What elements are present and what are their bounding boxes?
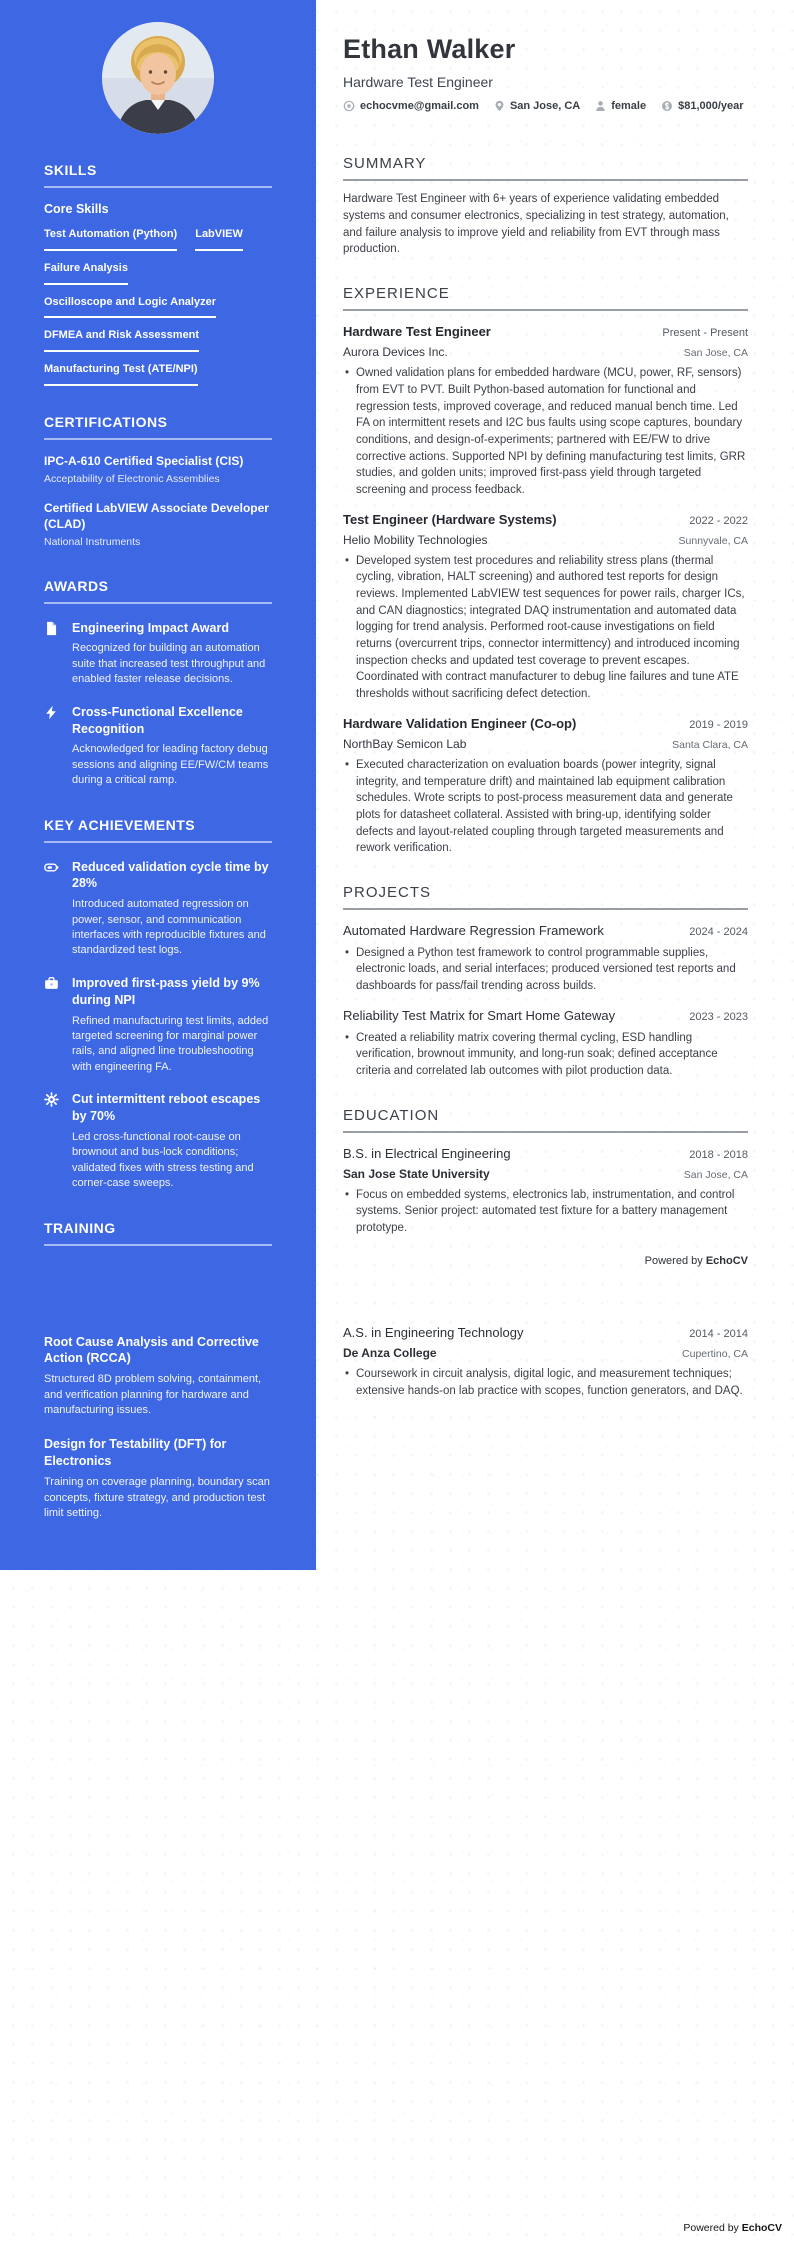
contact-location-text: San Jose, CA	[509, 100, 581, 113]
school-location: San Jose, CA	[683, 1168, 748, 1181]
powered-by-text: Powered by	[683, 2222, 739, 2234]
lightning-icon	[44, 704, 60, 789]
school-location: Cupertino, CA	[682, 1347, 748, 1360]
avatar	[102, 22, 214, 134]
main-column	[316, 0, 794, 1399]
experience-divider	[343, 309, 748, 311]
school-name: San Jose State University	[343, 1166, 490, 1181]
training-section	[44, 1220, 272, 1522]
degree-title: B.S. in Electrical Engineering	[343, 1145, 511, 1161]
award-body	[72, 704, 272, 789]
certification-subtitle: National Instruments	[44, 535, 141, 548]
projects-heading: PROJECTS	[343, 883, 432, 901]
achievement-body	[72, 975, 272, 1075]
training-description: Training on coverage planning, boundary scan concepts, fixture strategy, and production test limit setting.	[44, 1476, 270, 1519]
at-icon	[343, 100, 355, 112]
person-title: Hardware Test Engineer	[343, 74, 493, 91]
project-title: Automated Hardware Regression Framework	[343, 922, 604, 938]
skills-list	[44, 228, 272, 386]
powered-by-page1	[343, 1255, 748, 1267]
contact-location	[494, 100, 580, 112]
achievement-item	[44, 859, 272, 959]
battery-icon	[44, 859, 60, 959]
summary-section	[343, 155, 748, 258]
achievement-description: Introduced automated regression on power, sensor, and communication interfaces with reproducible fixtures and standardized test logs.	[72, 898, 266, 957]
skills-group-label: Core Skills	[44, 202, 109, 216]
skill-item: LabVIEW	[195, 228, 243, 251]
job-title: Hardware Test Engineer	[343, 324, 491, 340]
skill-item: Manufacturing Test (ATE/NPI)	[44, 363, 198, 386]
job-company: Helio Mobility Technologies	[343, 532, 488, 547]
awards-section	[44, 578, 272, 789]
training-description: Structured 8D problem solving, containment, and verification planning for hardware and manufacturing issues.	[44, 1373, 262, 1417]
achievement-body	[72, 1091, 272, 1191]
document-icon	[44, 620, 60, 688]
contact-gender-text: female	[611, 100, 647, 113]
school-name: De Anza College	[343, 1345, 437, 1360]
experience-heading: EXPERIENCE	[343, 285, 450, 303]
job-location: Santa Clara, CA	[672, 738, 748, 751]
projects-section	[343, 884, 748, 1080]
job-location: Sunnyvale, CA	[678, 534, 748, 547]
project-bullet: • Designed a Python test framework to control programmable supplies, electronic loads, and serial interfaces; produced versioned test reports and dashboards for pass/fail trending across builds.	[343, 945, 748, 995]
location-pin-icon	[494, 100, 505, 112]
profile-photo	[102, 22, 214, 134]
brand-name: EchoCV	[741, 2222, 782, 2234]
certification-subtitle: Acceptability of Electronic Assemblies	[44, 472, 220, 485]
project-bullet: • Created a reliability matrix covering thermal cycling, ESD handling verification, brownout immunity, and long-run soak; defined acceptance criteria and correlated lab outcomes with pilot production data.	[343, 1030, 748, 1080]
achievements-section	[44, 817, 272, 1192]
education-section	[343, 1107, 748, 1400]
awards-heading: AWARDS	[44, 577, 109, 594]
contact-row	[343, 100, 748, 112]
certification-item	[44, 500, 272, 550]
project-item	[343, 923, 748, 995]
award-title: Engineering Impact Award	[72, 620, 229, 635]
award-body	[72, 620, 272, 688]
summary-heading: SUMMARY	[343, 155, 427, 173]
award-item	[44, 704, 272, 789]
education-heading: EDUCATION	[343, 1106, 440, 1124]
achievements-divider	[44, 841, 272, 843]
achievements-heading: KEY ACHIEVEMENTS	[44, 816, 196, 833]
experience-section	[343, 285, 748, 857]
training-heading: TRAINING	[44, 1219, 116, 1236]
achievement-body	[72, 859, 272, 959]
achievement-title: Improved first-pass yield by 9% during NPI	[72, 975, 260, 1007]
job-company: NorthBay Semicon Lab	[343, 736, 467, 751]
job-dates: 2022 - 2022	[689, 514, 748, 527]
job-bullet: • Owned validation plans for embedded hardware (MCU, power, RF, sensors) from EVT to PVT. Built Python-based automation for functional and regression tests, improved coverage, and reduced manual bench time. Led FA on intermittent resets and I2C bus faults using scope captures, boundary conditions, and design-of-experiments; partnered with EE/FW to drive corrective actions. Supported NPI by defining manufacturing test limits, GRR studies, and golden units; improved first-pass yield through targeted screening and process feedback.	[343, 365, 748, 498]
certifications-divider	[44, 438, 272, 440]
gear-icon	[44, 1091, 60, 1191]
job-bullet: • Developed system test procedures and reliability stress plans (thermal cycling, vibration, HALT screening) and authored test reports for design reviews. Implemented LabVIEW test sequences for power rails, charger ICs, and CAN diagnostics; integrated DAQ instrumentation and automated data logging for trend analysis. Performed root-cause investigations on field returns (overcurrent trips, connector intermittency) and introduced incoming inspection checks and updated test coverage to prevent escapes. Coordinated with contract manufacturer to debug line failures and tune ATE thresholds without sacrificing defect detection.	[343, 553, 748, 703]
achievement-description: Refined manufacturing test limits, added targeted screening for marginal power rails, and aligned line troubleshooting with engineering FA.	[72, 1014, 269, 1073]
awards-divider	[44, 602, 272, 604]
certifications-heading: CERTIFICATIONS	[44, 413, 168, 430]
award-title: Cross-Functional Excellence Recognition	[72, 704, 243, 736]
degree-dates: 2014 - 2014	[689, 1327, 748, 1340]
contact-gender	[595, 100, 646, 112]
job-title: Test Engineer (Hardware Systems)	[343, 511, 557, 527]
contact-email	[343, 100, 479, 112]
project-title: Reliability Test Matrix for Smart Home Gateway	[343, 1007, 616, 1023]
person-name: Ethan Walker	[343, 34, 516, 64]
job-bullet: • Executed characterization on evaluation boards (power integrity, signal integrity, and temperature drift) and maintained lab equipment calibration schedules. Wrote scripts to post-process measurement data and generate plots for datasheet collateral. Assisted with bring-up, identifying solder defects and layout-related coupling through targeted measurements and rework verification.	[343, 757, 748, 857]
certifications-section	[44, 414, 272, 550]
sidebar	[0, 0, 316, 1570]
award-item	[44, 620, 272, 688]
skill-item: DFMEA and Risk Assessment	[44, 329, 199, 352]
training-divider	[44, 1244, 272, 1246]
powered-by-page2	[683, 2222, 782, 2234]
certification-item	[44, 453, 272, 487]
skill-item: Oscilloscope and Logic Analyzer	[44, 296, 216, 319]
achievement-item	[44, 1091, 272, 1191]
education-bullet: • Focus on embedded systems, electronics lab, instrumentation, and control systems. Senior project: automated test fixture for a battery management prototype.	[343, 1187, 748, 1237]
project-dates: 2023 - 2023	[689, 1010, 748, 1023]
education-divider	[343, 1131, 748, 1133]
summary-divider	[343, 179, 748, 181]
job-title: Hardware Validation Engineer (Co-op)	[343, 715, 577, 731]
achievement-title: Reduced validation cycle time by 28%	[72, 859, 269, 891]
powered-by-text: Powered by	[644, 1254, 703, 1267]
award-description: Acknowledged for leading factory debug sessions and aligning EE/FW/CM teams during a critical ramp.	[72, 743, 269, 787]
training-item	[44, 1436, 272, 1521]
certification-title: Certified LabVIEW Associate Developer (CLAD)	[44, 500, 269, 531]
projects-divider	[343, 908, 748, 910]
skills-divider	[44, 186, 272, 188]
skill-item: Test Automation (Python)	[44, 228, 177, 251]
brand-name: EchoCV	[705, 1254, 748, 1267]
education-item	[343, 1146, 748, 1237]
dollar-icon	[661, 100, 673, 112]
experience-item	[343, 324, 748, 498]
job-dates: 2019 - 2019	[689, 718, 748, 731]
contact-email-text: echocvme@gmail.com	[360, 100, 479, 113]
degree-title: A.S. in Engineering Technology	[343, 1324, 524, 1340]
job-location: San Jose, CA	[683, 347, 748, 360]
experience-item	[343, 716, 748, 857]
education-bullet: • Coursework in circuit analysis, digital logic, and measurement techniques; extensive hands-on lab practice with scopes, function generators, and DAQ.	[343, 1366, 748, 1399]
certification-title: IPC-A-610 Certified Specialist (CIS)	[44, 453, 244, 468]
degree-dates: 2018 - 2018	[689, 1148, 748, 1161]
skills-section	[44, 162, 272, 386]
achievement-description: Led cross-functional root-cause on brownout and bus-lock conditions; validated fixes with stress testing and corner-case sweeps.	[72, 1130, 254, 1190]
project-item	[343, 1008, 748, 1080]
award-description: Recognized for building an automation suite that increased test throughput and enabled faster release decisions.	[72, 642, 266, 686]
experience-item	[343, 512, 748, 703]
project-dates: 2024 - 2024	[689, 925, 748, 938]
job-company: Aurora Devices Inc.	[343, 345, 448, 360]
skills-heading: SKILLS	[44, 162, 97, 178]
education-item	[343, 1325, 748, 1399]
achievement-title: Cut intermittent reboot escapes by 70%	[72, 1092, 261, 1124]
skill-item: Failure Analysis	[44, 262, 128, 285]
achievement-item	[44, 975, 272, 1075]
briefcase-icon	[44, 975, 60, 1075]
summary-text: Hardware Test Engineer with 6+ years of experience validating embedded systems and consumer electronics, specializing in test strategy, automation, and failure analysis to improve yield and reliability from EVT through mass production.	[343, 193, 729, 256]
contact-salary-text: $81,000/year	[678, 100, 744, 113]
person-icon	[595, 100, 606, 112]
training-item	[44, 1334, 272, 1419]
training-title: Root Cause Analysis and Corrective Action (RCCA)	[44, 1334, 259, 1366]
job-dates: Present - Present	[662, 327, 748, 340]
training-title: Design for Testability (DFT) for Electronics	[44, 1437, 227, 1469]
contact-salary	[661, 100, 743, 112]
